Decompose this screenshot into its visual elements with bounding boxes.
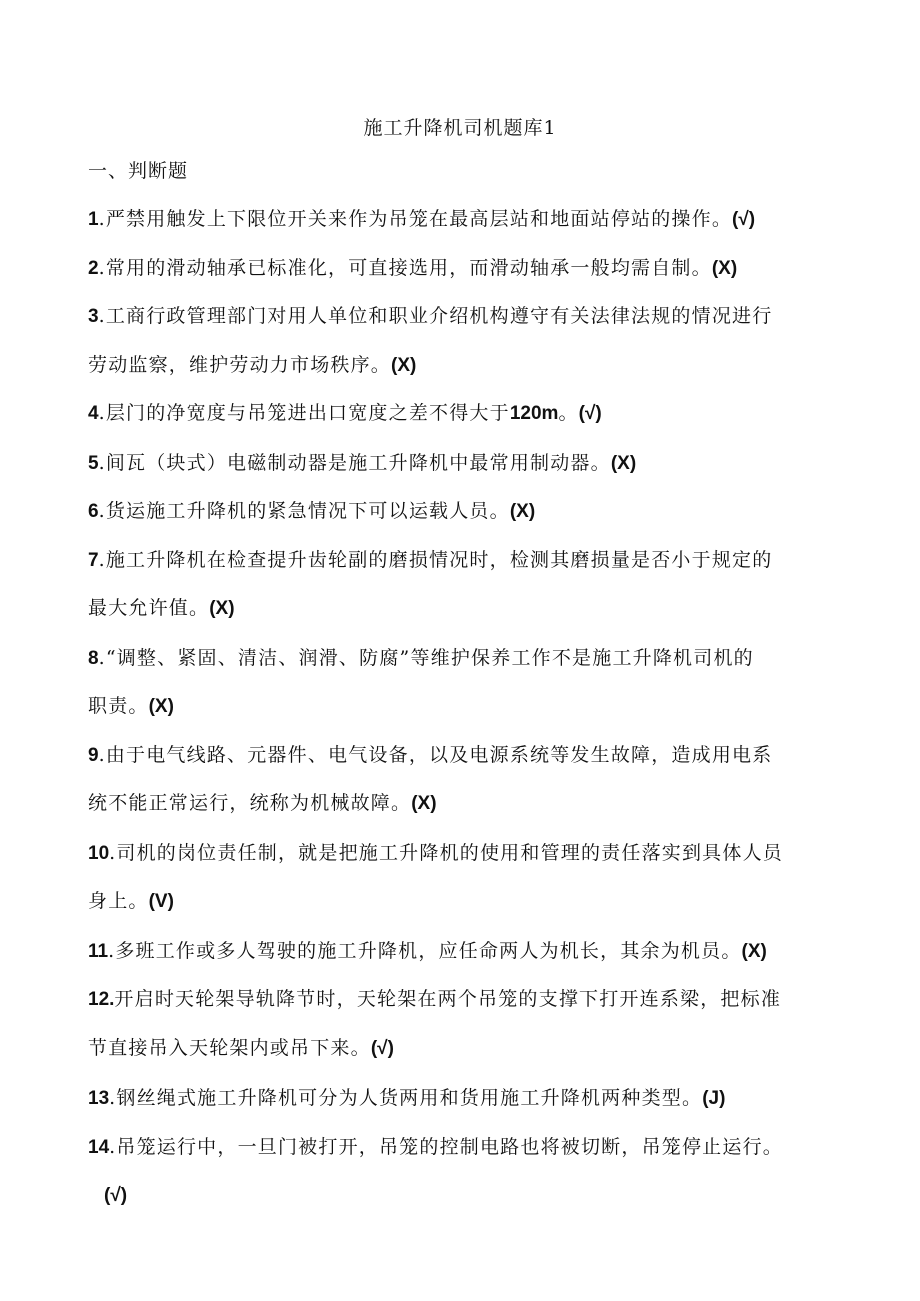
question-9 (88, 741, 772, 770)
question-number: 3 (88, 306, 99, 327)
question-number: 7 (88, 550, 99, 571)
question-11 (88, 937, 767, 966)
question-text-continued: 职责。 (88, 695, 149, 717)
question-text: .间瓦（块式）电磁制动器是施工升降机中最常用制动器。 (98, 452, 611, 474)
question-5 (88, 449, 636, 478)
question-4 (88, 399, 602, 428)
question-text: .工商行政管理部门对用人单位和职业介绍机构遵守有关法律法规的情况进行 (98, 305, 773, 327)
answer-mark: (X) (148, 696, 174, 717)
answer-mark: (√) (578, 403, 602, 424)
question-3-continued (88, 351, 416, 380)
question-number: 13 (88, 1088, 110, 1109)
question-text: 开启时天轮架导轨降节时，天轮架在两个吊笼的支撑下打开连系梁，把标准 (114, 988, 782, 1010)
answer-mark: (√) (104, 1185, 128, 1206)
answer-mark: (X) (391, 355, 417, 376)
question-number: 9 (88, 745, 99, 766)
question-text: .层门的净宽度与吊笼进出口宽度之差不得大于 (98, 402, 510, 424)
answer-mark: (√) (370, 1038, 394, 1059)
answer-mark: (J) (702, 1088, 726, 1109)
question-number: 1 (88, 209, 99, 230)
question-12-continued (88, 1034, 394, 1063)
question-text-tail: 。 (558, 402, 579, 424)
answer-mark: (X) (610, 453, 637, 474)
question-text: .货运施工升降机的紧急情况下可以运载人员。 (98, 500, 510, 522)
question-text: .严禁用触发上下限位开关来作为吊笼在最高层站和地面站停站的操作。 (98, 208, 733, 230)
question-6 (88, 497, 535, 526)
question-text: .多班工作或多人驾驶的施工升降机，应任命两人为机长，其余为机员。 (108, 940, 742, 962)
question-number: 10 (88, 843, 110, 864)
question-text-continued: 最大允许值。 (88, 597, 210, 619)
question-number: 4 (88, 403, 99, 424)
question-1 (88, 205, 755, 234)
question-number: 11 (88, 941, 109, 962)
question-10-continued (88, 887, 174, 916)
question-number: 6 (88, 501, 99, 522)
question-14-continued (104, 1181, 127, 1210)
answer-mark: (X) (509, 501, 536, 522)
question-8 (88, 644, 754, 673)
question-text: .司机的岗位责任制，就是把施工升降机的使用和管理的责任落实到具体人员 (109, 842, 783, 864)
question-text: .钢丝绳式施工升降机可分为人货两用和货用施工升降机两种类型。 (109, 1087, 703, 1109)
question-2 (88, 254, 737, 283)
answer-mark: (√) (732, 209, 756, 230)
question-number: 2 (88, 258, 99, 279)
answer-mark: (V) (148, 891, 174, 912)
question-text: .“调整、紧固、清洁、润滑、防腐”等维护保养工作不是施工升降机司机的 (98, 647, 754, 669)
answer-mark: (X) (411, 793, 437, 814)
question-9-continued (88, 789, 437, 818)
section-heading: 一、判断题 (88, 160, 189, 182)
answer-mark: (X) (711, 258, 738, 279)
question-text: .常用的滑动轴承已标准化，可直接选用，而滑动轴承一般均需自制。 (98, 257, 712, 279)
question-13 (88, 1084, 725, 1113)
question-7 (88, 546, 772, 575)
question-number: 8 (88, 648, 99, 669)
question-7-continued (88, 594, 235, 623)
question-number: 12. (88, 989, 115, 1010)
page-title: 施工升降机司机题库1 (363, 117, 557, 139)
question-number: 14 (88, 1137, 110, 1158)
question-12 (88, 985, 781, 1014)
question-10 (88, 839, 783, 868)
question-value: 120m (509, 403, 559, 424)
question-text: .由于电气线路、元器件、电气设备，以及电源系统等发生故障，造成用电系 (98, 744, 773, 766)
question-text-continued: 劳动监察，维护劳动力市场秩序。 (88, 354, 392, 376)
question-text: .施工升降机在检查提升齿轮副的磨损情况时，检测其磨损量是否小于规定的 (98, 549, 773, 571)
answer-mark: (X) (209, 598, 235, 619)
question-3 (88, 302, 772, 331)
question-8-continued (88, 692, 174, 721)
question-text-continued: 身上。 (88, 890, 149, 912)
question-text-continued: 统不能正常运行，统称为机械故障。 (88, 792, 412, 814)
question-text: .吊笼运行中，一旦门被打开，吊笼的控制电路也将被切断，吊笼停止运行。 (109, 1136, 783, 1158)
question-14 (88, 1133, 783, 1162)
question-text-continued: 节直接吊入天轮架内或吊下来。 (88, 1037, 371, 1059)
answer-mark: (X) (741, 941, 767, 962)
question-number: 5 (88, 453, 99, 474)
